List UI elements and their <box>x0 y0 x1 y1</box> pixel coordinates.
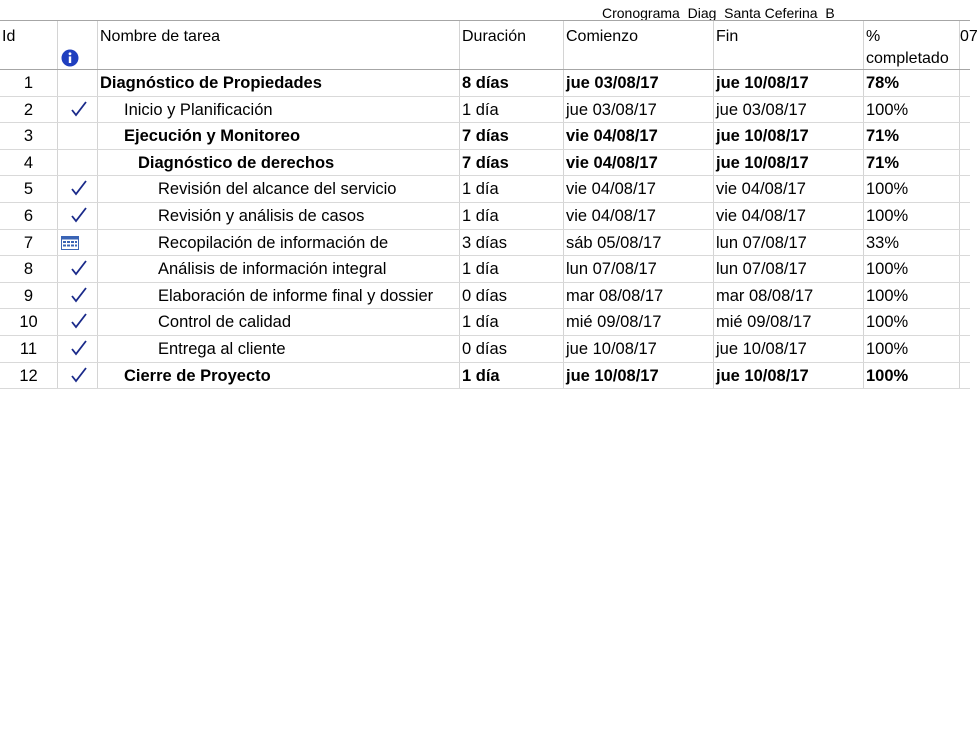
task-duration[interactable]: 8 días <box>460 70 564 96</box>
task-id[interactable]: 11 <box>0 336 58 362</box>
info-icon <box>61 49 79 67</box>
table-row[interactable] <box>0 309 970 336</box>
percent-header-line2: completado <box>866 50 949 67</box>
task-percent[interactable]: 100% <box>864 336 960 362</box>
task-percent[interactable]: 71% <box>864 123 960 149</box>
task-id[interactable]: 4 <box>0 150 58 176</box>
task-percent[interactable]: 100% <box>864 283 960 309</box>
task-indicator[interactable] <box>58 363 98 389</box>
check-icon <box>70 206 88 224</box>
task-overflow-cell[interactable] <box>960 203 970 229</box>
task-percent[interactable]: 100% <box>864 309 960 335</box>
task-id[interactable]: 10 <box>0 309 58 335</box>
table-row[interactable] <box>0 256 970 283</box>
task-percent[interactable]: 100% <box>864 97 960 123</box>
table-row[interactable] <box>0 150 970 177</box>
task-finish[interactable]: jue 03/08/17 <box>714 97 864 123</box>
task-start[interactable]: mar 08/08/17 <box>564 283 714 309</box>
table-header <box>0 20 978 70</box>
task-overflow-cell[interactable] <box>960 150 970 176</box>
task-finish[interactable]: jue 10/08/17 <box>714 363 864 389</box>
task-duration[interactable]: 3 días <box>460 230 564 256</box>
task-duration[interactable]: 7 días <box>460 123 564 149</box>
task-start[interactable]: sáb 05/08/17 <box>564 230 714 256</box>
task-name[interactable]: Diagnóstico de derechos <box>98 150 460 176</box>
task-overflow-cell[interactable] <box>960 256 970 282</box>
task-overflow-cell[interactable] <box>960 97 970 123</box>
task-finish[interactable]: jue 10/08/17 <box>714 336 864 362</box>
table-row[interactable] <box>0 283 970 310</box>
task-indicator[interactable] <box>58 283 98 309</box>
check-icon <box>70 286 88 304</box>
task-start[interactable]: jue 10/08/17 <box>564 336 714 362</box>
task-id[interactable]: 7 <box>0 230 58 256</box>
column-header-percent[interactable] <box>864 21 960 69</box>
task-table <box>0 20 978 389</box>
table-row[interactable] <box>0 230 970 257</box>
task-indicator[interactable] <box>58 203 98 229</box>
column-header-duration[interactable]: Duración <box>460 21 564 69</box>
task-finish[interactable]: vie 04/08/17 <box>714 176 864 202</box>
task-name[interactable]: Ejecución y Monitoreo <box>98 123 460 149</box>
task-duration[interactable]: 1 día <box>460 203 564 229</box>
column-header-start[interactable]: Comienzo <box>564 21 714 69</box>
column-header-id[interactable]: Id <box>0 21 58 69</box>
task-id[interactable]: 12 <box>0 363 58 389</box>
task-overflow-cell[interactable] <box>960 176 970 202</box>
task-indicator[interactable] <box>58 70 98 96</box>
task-indicator[interactable] <box>58 309 98 335</box>
task-finish[interactable]: lun 07/08/17 <box>714 230 864 256</box>
task-name[interactable]: Revisión del alcance del servicio <box>98 176 460 202</box>
task-overflow-cell[interactable] <box>960 336 970 362</box>
table-row[interactable] <box>0 176 970 203</box>
task-name[interactable]: Elaboración de informe final y dossier <box>98 283 460 309</box>
task-overflow-cell[interactable] <box>960 309 970 335</box>
percent-header-line1: % <box>866 28 881 45</box>
table-row[interactable] <box>0 336 970 363</box>
task-finish[interactable]: jue 10/08/17 <box>714 123 864 149</box>
task-id[interactable]: 3 <box>0 123 58 149</box>
table-row[interactable] <box>0 70 970 97</box>
task-duration[interactable]: 7 días <box>460 150 564 176</box>
task-id[interactable]: 6 <box>0 203 58 229</box>
check-icon <box>70 179 88 197</box>
task-name[interactable]: Inicio y Planificación <box>98 97 460 123</box>
task-start[interactable]: vie 04/08/17 <box>564 203 714 229</box>
task-id[interactable]: 2 <box>0 97 58 123</box>
task-start[interactable]: jue 03/08/17 <box>564 97 714 123</box>
task-overflow-cell[interactable] <box>960 70 970 96</box>
task-percent[interactable]: 100% <box>864 176 960 202</box>
task-start[interactable]: lun 07/08/17 <box>564 256 714 282</box>
column-header-name[interactable]: Nombre de tarea <box>98 21 460 69</box>
task-duration[interactable]: 1 día <box>460 176 564 202</box>
task-percent[interactable]: 100% <box>864 256 960 282</box>
task-duration[interactable]: 1 día <box>460 363 564 389</box>
task-indicator[interactable] <box>58 123 98 149</box>
task-name[interactable]: Control de calidad <box>98 309 460 335</box>
task-indicator[interactable] <box>58 97 98 123</box>
task-overflow-cell[interactable] <box>960 123 970 149</box>
task-name[interactable]: Entrega al cliente <box>98 336 460 362</box>
table-row[interactable] <box>0 123 970 150</box>
task-indicator[interactable] <box>58 150 98 176</box>
task-overflow-cell[interactable] <box>960 283 970 309</box>
task-indicator[interactable] <box>58 176 98 202</box>
task-indicator[interactable] <box>58 230 98 256</box>
task-indicator[interactable] <box>58 256 98 282</box>
task-duration[interactable]: 0 días <box>460 336 564 362</box>
task-name[interactable]: Diagnóstico de Propiedades <box>98 70 460 96</box>
column-header-overflow[interactable]: 07 <box>960 28 978 45</box>
task-percent[interactable]: 100% <box>864 363 960 389</box>
table-row[interactable] <box>0 363 970 390</box>
task-id[interactable]: 1 <box>0 70 58 96</box>
calendar-icon <box>61 236 79 250</box>
task-rows <box>0 70 970 389</box>
check-icon <box>70 339 88 357</box>
task-finish[interactable]: mié 09/08/17 <box>714 309 864 335</box>
task-start[interactable]: mié 09/08/17 <box>564 309 714 335</box>
task-finish[interactable]: vie 04/08/17 <box>714 203 864 229</box>
task-name[interactable]: Cierre de Proyecto <box>98 363 460 389</box>
task-percent[interactable]: 33% <box>864 230 960 256</box>
task-start[interactable]: jue 10/08/17 <box>564 363 714 389</box>
task-name[interactable]: Análisis de información integral <box>98 256 460 282</box>
task-finish[interactable]: mar 08/08/17 <box>714 283 864 309</box>
check-icon <box>70 100 88 118</box>
task-finish[interactable]: jue 10/08/17 <box>714 150 864 176</box>
task-percent[interactable]: 78% <box>864 70 960 96</box>
task-id[interactable]: 8 <box>0 256 58 282</box>
task-start[interactable]: vie 04/08/17 <box>564 176 714 202</box>
task-duration[interactable]: 1 día <box>460 256 564 282</box>
task-indicator[interactable] <box>58 336 98 362</box>
check-icon <box>70 259 88 277</box>
task-start[interactable]: vie 04/08/17 <box>564 150 714 176</box>
task-start[interactable]: vie 04/08/17 <box>564 123 714 149</box>
task-id[interactable]: 9 <box>0 283 58 309</box>
document-title: Cronograma_Diag_Santa Ceferina_B <box>602 5 835 21</box>
check-icon <box>70 366 88 384</box>
task-duration[interactable]: 1 día <box>460 309 564 335</box>
check-icon <box>70 312 88 330</box>
table-row[interactable] <box>0 203 970 230</box>
task-finish[interactable]: jue 10/08/17 <box>714 70 864 96</box>
task-overflow-cell[interactable] <box>960 230 970 256</box>
task-finish[interactable]: lun 07/08/17 <box>714 256 864 282</box>
task-percent[interactable]: 100% <box>864 203 960 229</box>
task-duration[interactable]: 0 días <box>460 283 564 309</box>
task-name[interactable]: Recopilación de información de <box>98 230 460 256</box>
task-start[interactable]: jue 03/08/17 <box>564 70 714 96</box>
task-id[interactable]: 5 <box>0 176 58 202</box>
task-percent[interactable]: 71% <box>864 150 960 176</box>
table-row[interactable] <box>0 97 970 124</box>
column-header-finish[interactable]: Fin <box>714 21 864 69</box>
task-name[interactable]: Revisión y análisis de casos <box>98 203 460 229</box>
task-duration[interactable]: 1 día <box>460 97 564 123</box>
task-overflow-cell[interactable] <box>960 363 970 389</box>
